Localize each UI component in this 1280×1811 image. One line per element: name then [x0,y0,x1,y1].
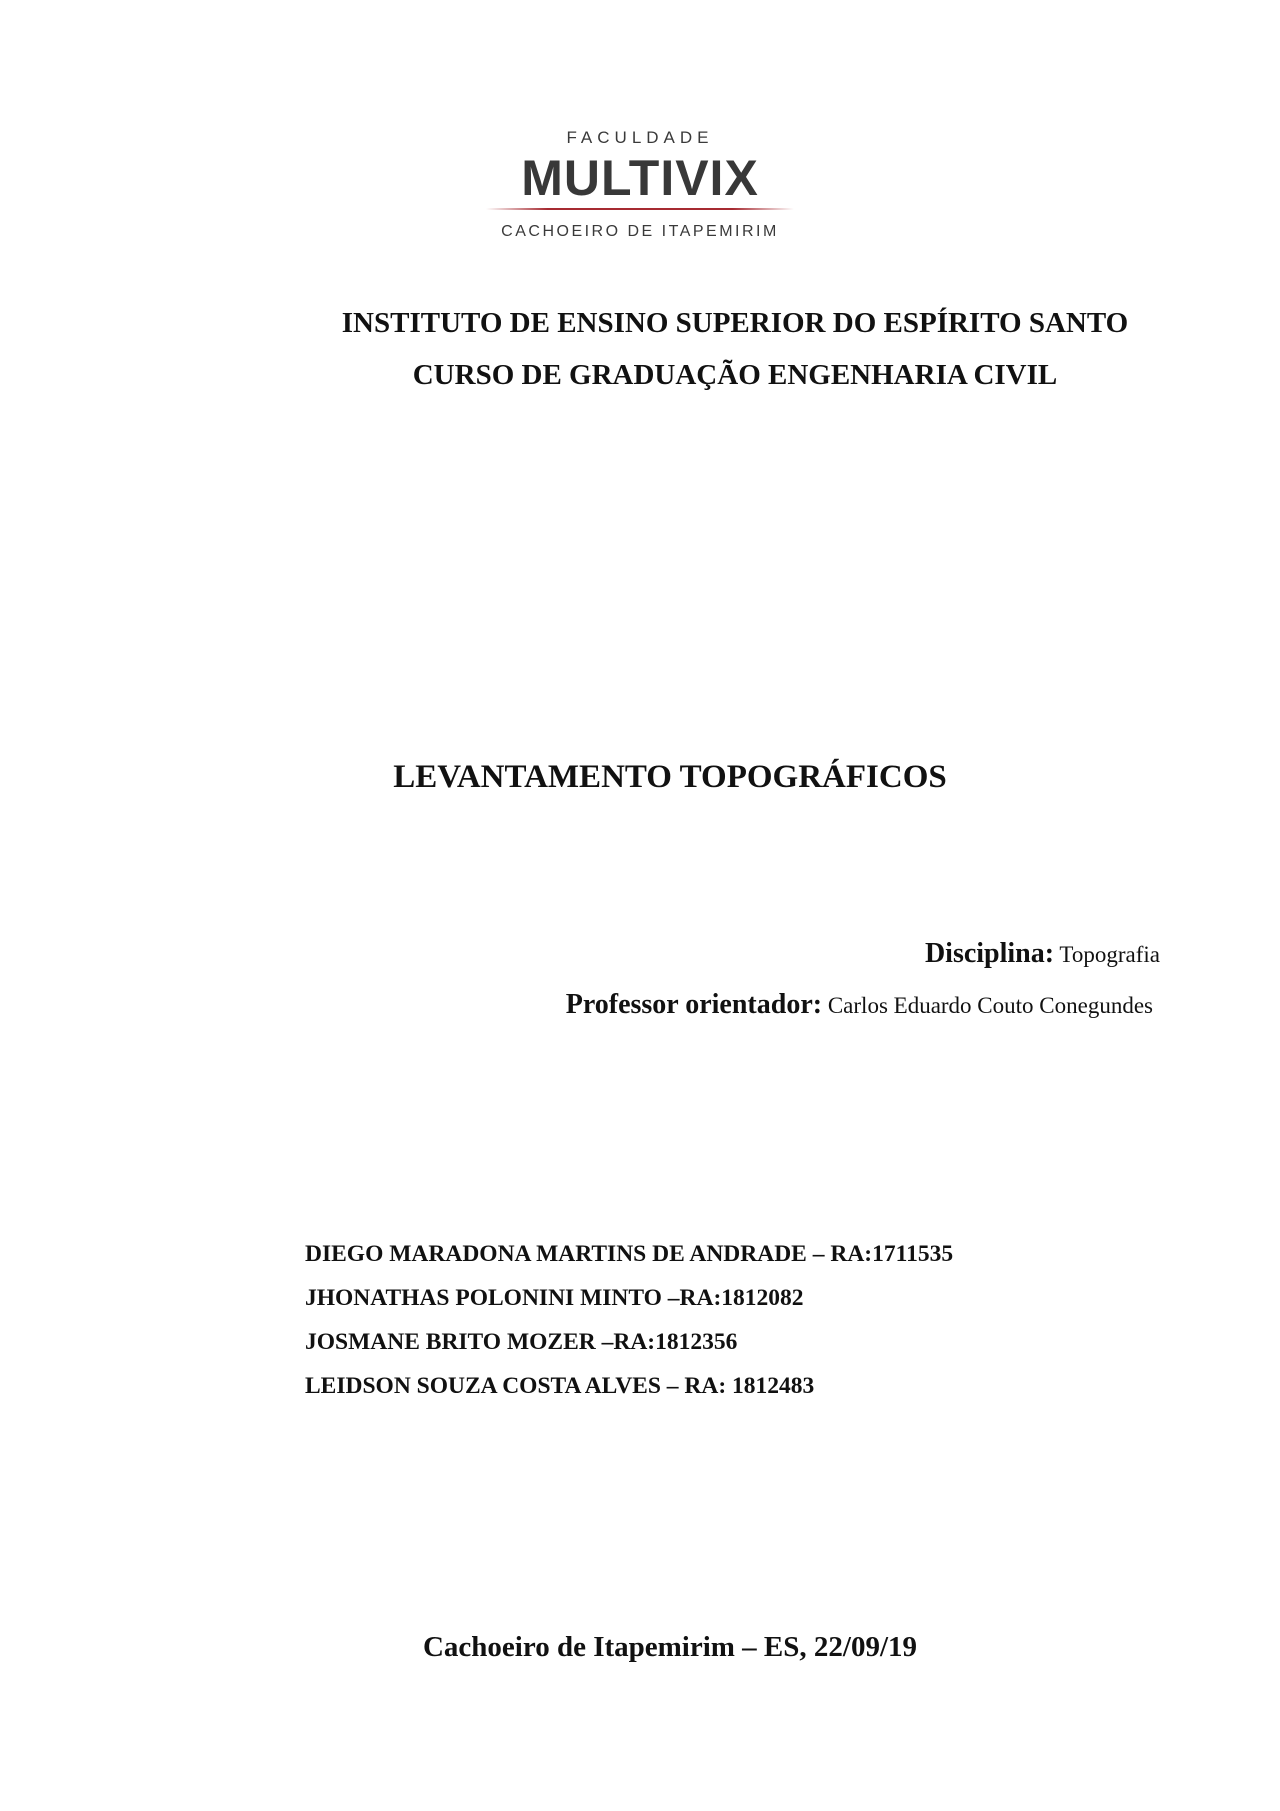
course-heading: CURSO DE GRADUAÇÃO ENGENHARIA CIVIL [412,359,1058,391]
document-title: LEVANTAMENTO TOPOGRÁFICOS [393,759,947,795]
logo-top-text: FACULDADE [566,128,714,147]
logo-divider [486,208,794,210]
student-item: JOSMANE BRITO MOZER –RA:1812356 [305,1329,738,1355]
discipline-value: Topografia [1059,942,1160,967]
logo-brand-text: MULTIVIX [521,150,759,206]
professor-line [566,989,1153,1022]
discipline-line [925,938,1160,971]
discipline-label: Disciplina: [924,938,1055,969]
student-item: DIEGO MARADONA MARTINS DE ANDRADE – RA:1711535 [305,1241,954,1267]
professor-value: Carlos Eduardo Couto Conegundes [827,993,1153,1018]
logo-bottom-text: CACHOEIRO DE ITAPEMIRIM [501,223,779,240]
place-date: Cachoeiro de Itapemirim – ES, 22/09/19 [422,1631,918,1663]
institution-heading: INSTITUTO DE ENSINO SUPERIOR DO ESPÍRITO SANTO [341,307,1129,339]
student-item: JHONATHAS POLONINI MINTO –RA:1812082 [305,1285,804,1311]
student-list [305,1232,953,1408]
professor-label: Professor orientador: [565,989,823,1020]
multivix-logo [480,122,800,252]
student-item: LEIDSON SOUZA COSTA ALVES – RA: 1812483 [305,1373,815,1399]
